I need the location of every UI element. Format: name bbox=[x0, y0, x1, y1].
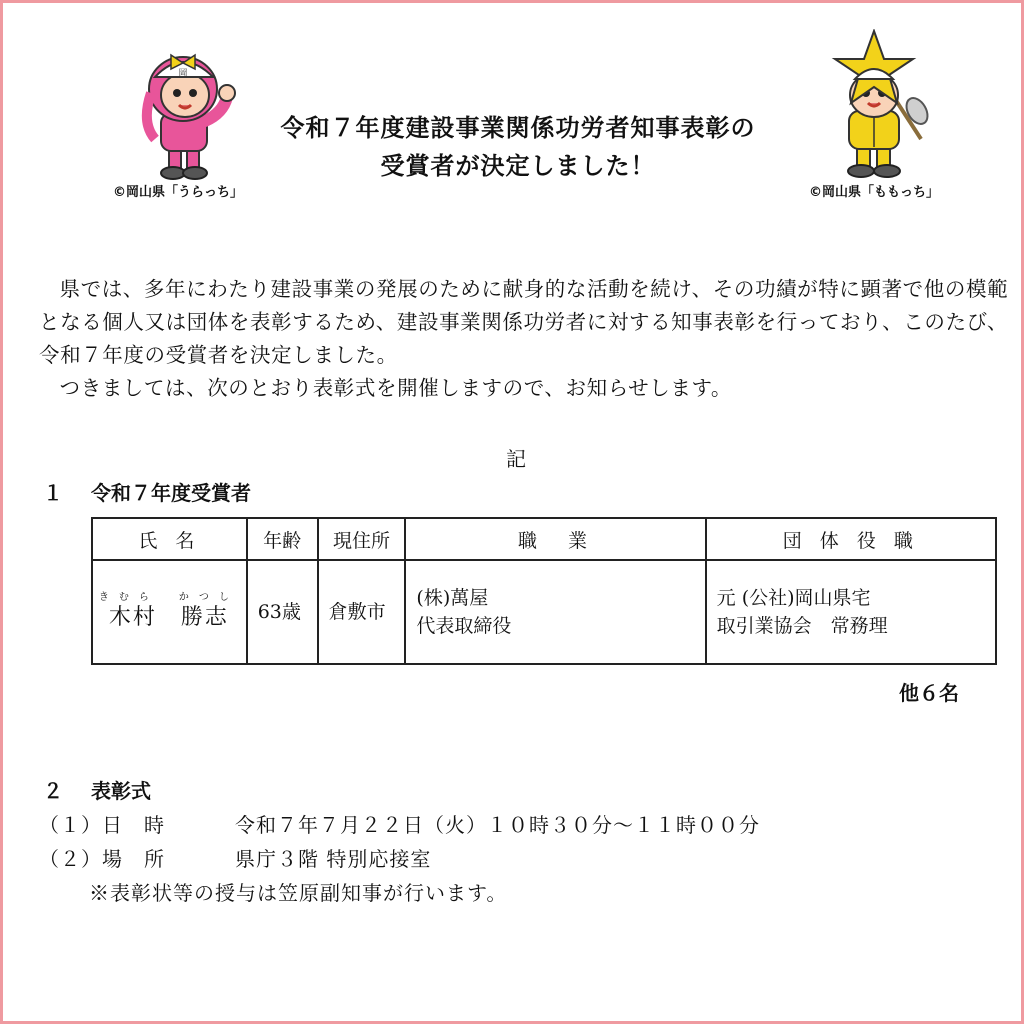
org-role-line-2: 取引業協会 常務理 bbox=[716, 615, 888, 637]
header-age: 年齢 bbox=[247, 518, 318, 560]
awardee-occupation bbox=[405, 560, 705, 664]
right-mascot-credit: ©岡山県「ももっち」 bbox=[809, 185, 940, 200]
ceremony-note: ※表彰状等の授与は笠原副知事が行います。 bbox=[89, 881, 508, 905]
awardee-name: 木村 勝志 bbox=[108, 605, 229, 630]
table-row bbox=[92, 560, 996, 664]
awardee-name-ruby: きむら かつし bbox=[98, 592, 239, 603]
awardee-age: 63歳 bbox=[247, 560, 318, 664]
intro-paragraph-1: 県では、多年にわたり建設事業の発展のために献身的な活動を続け、その功績が特に顕著で他の模範となる個人又は団体を表彰するため、建設事業関係功労者に対する知事表彰を行っており、このたび、令和７年度の受賞者を決定しました。 bbox=[39, 277, 1009, 367]
org-role-line-1: 元 (公社)岡山県宅 bbox=[716, 587, 871, 609]
title-line-1: 令和７年度建設事業関係功労者知事表彰の bbox=[280, 114, 756, 142]
left-mascot-badge: 岡 bbox=[178, 69, 188, 79]
table-header-row bbox=[92, 518, 996, 560]
occupation-line-2: 代表取締役 bbox=[416, 615, 512, 637]
awardee-org-role bbox=[706, 560, 996, 664]
title-line-2: 受賞者が決定しました！ bbox=[380, 152, 656, 180]
intro-paragraph-2: つきましては、次のとおり表彰式を開催しますので、お知らせします。 bbox=[59, 376, 733, 400]
section-2-number: ２ bbox=[43, 779, 63, 803]
header-name: 氏 名 bbox=[92, 518, 247, 560]
left-mascot-credit: ©岡山県「うらっち」 bbox=[113, 185, 244, 200]
intro-text bbox=[39, 273, 1009, 405]
section-2-title: 表彰式 bbox=[91, 779, 151, 803]
section-1-title: 令和７年度受賞者 bbox=[91, 481, 251, 505]
awardee-name-cell bbox=[92, 560, 247, 664]
ki-marker: 記 bbox=[506, 447, 526, 471]
ceremony-date-row bbox=[39, 809, 760, 838]
date-value: 令和７年７月２２日（火）１０時３０分～１１時００分 bbox=[235, 813, 760, 837]
place-value: 県庁３階 特別応接室 bbox=[235, 847, 432, 871]
awardee-table bbox=[91, 517, 997, 665]
header-address: 現住所 bbox=[318, 518, 406, 560]
place-label: （２）場 所 bbox=[39, 847, 165, 871]
momocchi-mascot-icon bbox=[821, 29, 931, 183]
ceremony-place-row bbox=[39, 843, 431, 872]
section-1-number: １ bbox=[43, 481, 63, 505]
date-label: （１）日 時 bbox=[39, 813, 165, 837]
awardee-address: 倉敷市 bbox=[318, 560, 406, 664]
page-title bbox=[203, 109, 833, 185]
header-org-role: 団 体 役 職 bbox=[706, 518, 996, 560]
header-occupation: 職 業 bbox=[405, 518, 705, 560]
section-1-heading bbox=[43, 477, 251, 506]
other-awardees-count: 他６名 bbox=[899, 681, 959, 705]
section-2-heading bbox=[43, 775, 151, 804]
occupation-line-1: (株)萬屋 bbox=[416, 587, 489, 609]
